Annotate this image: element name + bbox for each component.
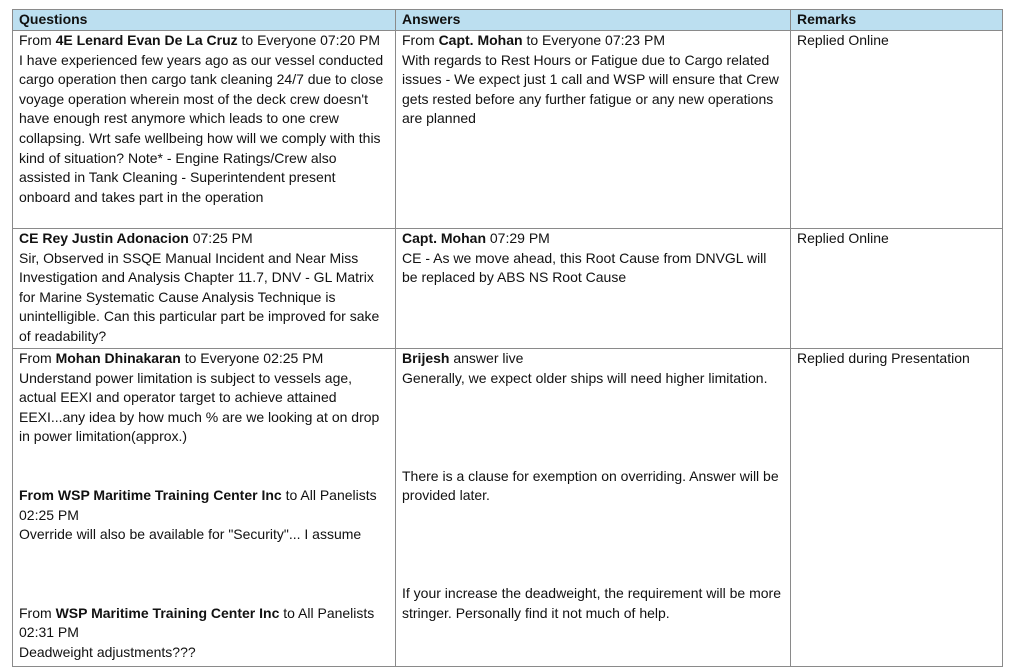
table-row xyxy=(13,349,1003,667)
answer-entry xyxy=(402,467,784,506)
answer-entry xyxy=(402,349,784,388)
answer-cell xyxy=(396,229,791,349)
spacer xyxy=(402,506,784,545)
question-entry xyxy=(19,486,389,545)
qa-table xyxy=(12,9,1003,667)
answer-header-line xyxy=(402,31,784,51)
author: 4E Lenard Evan De La Cruz xyxy=(55,32,238,48)
spacer xyxy=(402,545,784,584)
question-text: Understand power limitation is subject to vessels age, actual EEXI and operator target to achieve attained EEXI...any idea by how much % are we looking at on drop in power limitation(approx.) xyxy=(19,369,380,445)
answer-text: There is a clause for exemption on overriding. Answer will be provided later. xyxy=(402,467,779,504)
author: Mohan Dhinakaran xyxy=(55,350,181,366)
question-cell xyxy=(13,229,396,349)
spacer xyxy=(19,447,389,486)
answer-text: With regards to Rest Hours or Fatigue due to Cargo related issues - We expect just 1 call and WSP will ensure that Crew gets rested before any further fatigue or any new operations are planned xyxy=(402,51,779,127)
answers-header: Answers xyxy=(396,10,791,31)
meta: 07:25 PM xyxy=(188,230,253,246)
question-entry xyxy=(19,349,389,447)
author: From WSP Maritime Training Center Inc xyxy=(19,487,282,504)
spacer xyxy=(402,388,784,427)
spacer xyxy=(402,427,784,466)
remark-cell: Replied Online xyxy=(791,229,1003,349)
question-header-line xyxy=(19,486,389,525)
meta: to All Panelists 02:31 PM xyxy=(19,604,375,641)
answer-text: If your increase the deadweight, the requirement will be more stringer. Personally find it not much of help. xyxy=(402,585,781,621)
meta: to Everyone 02:25 PM xyxy=(180,350,324,366)
author: CE Rey Justin Adonacion xyxy=(19,230,189,246)
meta: to All Panelists 02:25 PM xyxy=(19,487,377,523)
meta: 07:29 PM xyxy=(486,230,550,246)
question-header-line xyxy=(19,604,389,643)
meta: to Everyone 07:23 PM xyxy=(522,32,665,48)
author: Brijesh xyxy=(402,350,450,366)
table-row xyxy=(13,229,1003,349)
answer-header-line xyxy=(402,349,784,369)
table-row xyxy=(13,31,1003,229)
answer-text: CE - As we move ahead, this Root Cause from DNVGL will be replaced by ABS NS Root Cause xyxy=(402,249,767,286)
prefix: From xyxy=(19,604,56,621)
question-text: I have experienced few years ago as our vessel conducted cargo operation then cargo tank cleaning 24/7 due to close voyage operation wherein most of the deck crew doesn't have enough rest anymore which leads to one crew collapsing. Wrt safe wellbeing how will we comply with this kind of situation? Note* - Engine Ratings/Crew also assisted in Tank Cleaning - Superintendent present onboard and takes part in the operation xyxy=(19,51,384,205)
answer-cell xyxy=(396,349,791,667)
answer-text: Generally, we expect older ships will need higher limitation. xyxy=(402,369,768,386)
remark-cell: Replied Online xyxy=(791,31,1003,229)
author: Capt. Mohan xyxy=(402,230,486,246)
question-text: Sir, Observed in SSQE Manual Incident and Near Miss Investigation and Analysis Chapter 11.7, DNV - GL Matrix for Marine Systematic Cause Analysis Technique is unintelligible. Can this particular part be improved for sake of readability? xyxy=(19,249,380,344)
question-cell xyxy=(13,31,396,229)
question-header-line xyxy=(19,31,389,51)
header-row xyxy=(13,10,1003,31)
meta: to Everyone 07:20 PM xyxy=(237,32,381,48)
questions-header: Questions xyxy=(13,10,396,31)
question-text: Deadweight adjustments??? xyxy=(19,643,196,660)
question-header-line xyxy=(19,229,389,249)
remark-cell: Replied during Presentation xyxy=(791,349,1003,667)
meta: answer live xyxy=(449,350,524,366)
answer-header-line xyxy=(402,229,784,249)
answer-entry xyxy=(402,584,784,623)
prefix: From xyxy=(19,350,56,366)
question-header-line xyxy=(19,349,389,369)
question-entry xyxy=(19,604,389,663)
author: Capt. Mohan xyxy=(438,32,523,48)
answer-cell xyxy=(396,31,791,229)
prefix: From xyxy=(402,32,439,48)
author: WSP Maritime Training Center Inc xyxy=(55,604,280,621)
spacer xyxy=(19,584,389,604)
prefix: From xyxy=(19,32,56,48)
question-cell xyxy=(13,349,396,667)
remarks-header: Remarks xyxy=(791,10,1003,31)
spacer xyxy=(19,545,389,584)
question-text: Override will also be available for "Security"... I assume xyxy=(19,526,362,543)
